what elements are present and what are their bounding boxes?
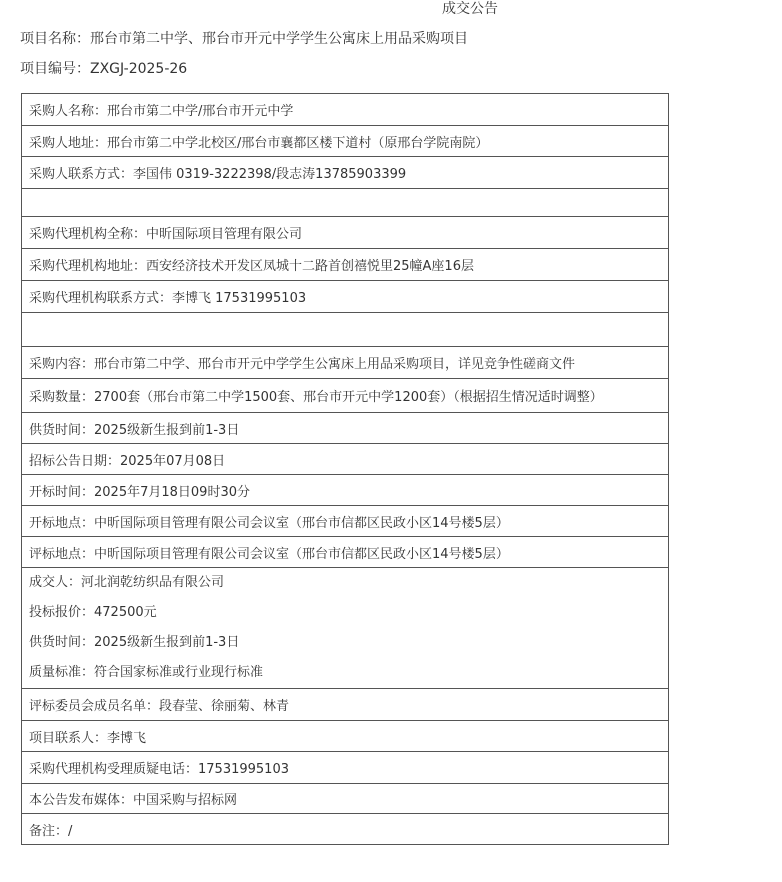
table-row: 采购代理机构全称：中昕国际项目管理有限公司	[22, 217, 668, 249]
table-row: 采购代理机构受理质疑电话：17531995103	[22, 752, 668, 784]
table-row	[22, 313, 668, 347]
project-name: 项目名称：邢台市第二中学、邢台市开元中学学生公寓床上用品采购项目	[20, 31, 468, 47]
table-row: 采购代理机构联系方式：李博飞 17531995103	[22, 281, 668, 313]
table-row: 采购人地址：邢台市第二中学北校区/邢台市襄都区楼下道村（原邢台学院南院）	[22, 126, 668, 157]
award-winner: 成交人：河北润乾纺织品有限公司	[29, 575, 225, 590]
award-quality: 质量标准：符合国家标准或行业现行标准	[29, 665, 264, 680]
table-row: 采购内容：邢台市第二中学、邢台市开元中学学生公寓床上用品采购项目，详见竞争性磋商文件	[22, 347, 668, 379]
project-code: 项目编号：ZXGJ-2025-26	[20, 61, 188, 77]
table-row: 开标时间：2025年7月18日09时30分	[22, 475, 668, 506]
table-row: 评标委员会成员名单：段春莹、徐丽菊、林青	[22, 689, 668, 721]
notice-table	[21, 93, 669, 845]
table-row	[22, 189, 668, 217]
table-row: 本公告发布媒体：中国采购与招标网	[22, 784, 668, 814]
award-row	[22, 568, 668, 689]
award-bid-price: 投标报价：472500元	[29, 605, 157, 620]
table-row: 开标地点：中昕国际项目管理有限公司会议室（邢台市信都区民政小区14号楼5层）	[22, 506, 668, 537]
award-supply-time: 供货时间：2025级新生报到前1-3日	[29, 635, 240, 650]
table-row: 备注：/	[22, 814, 668, 845]
table-row: 采购人联系方式：李国伟 0319-3222398/段志涛13785903399	[22, 157, 668, 189]
table-row: 招标公告日期：2025年07月08日	[22, 444, 668, 475]
notice-title: 成交公告	[442, 1, 498, 17]
table-row: 项目联系人：李博飞	[22, 721, 668, 752]
table-row: 采购代理机构地址：西安经济技术开发区凤城十二路首创禧悦里25幢A座16层	[22, 249, 668, 281]
table-row: 采购人名称：邢台市第二中学/邢台市开元中学	[22, 94, 668, 126]
table-row: 采购数量：2700套（邢台市第二中学1500套、邢台市开元中学1200套）（根据招生情况适时调整）	[22, 379, 668, 413]
table-row: 供货时间：2025级新生报到前1-3日	[22, 413, 668, 444]
table-row: 评标地点：中昕国际项目管理有限公司会议室（邢台市信都区民政小区14号楼5层）	[22, 537, 668, 568]
